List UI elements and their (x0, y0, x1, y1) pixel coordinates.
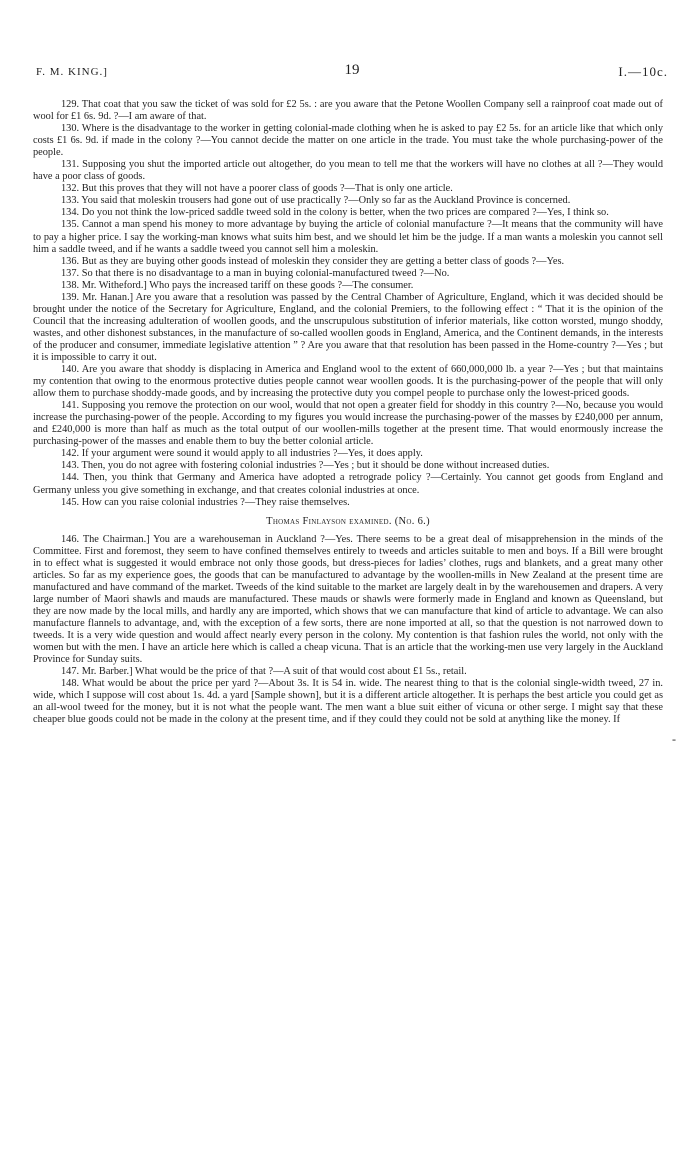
question-paragraph: 133. You said that moleskin trousers had gone out of use practically ?—Only so far as the Auckland Province is concerned. (61, 195, 571, 207)
question-paragraph: 143. Then, you do not agree with fostering colonial industries ?—Yes ; but it should be done without increased duties. (61, 460, 550, 472)
question-paragraph: 132. But this proves that they will not have a poorer class of goods ?—That is only one article. (61, 183, 453, 195)
question-paragraph: 141. Supposing you remove the protection on our wool, would that not open a greater field for shoddy in this country ?—No, because you would increase the purchasing-power of the people. According to my figures you would increase the purchasing-power of the masses by £240,000 per annum, and £240,000 is more than half as much as the total output of our woollen-mills together at the present time. That would enormously increase the purchasing-power of the masses and enable them to buy the better colonial article. (33, 400, 663, 448)
question-paragraph: 146. The Chairman.] You are a warehouseman in Auckland ?—Yes. There seems to be a great deal of misapprehension in the minds of the Committee. First and foremost, they seem to have confined themselves entirely to tweeds and articles suitable to men and boys. If a Bill were brought in to effect what is suggested it would embrace not only those goods, but dress-pieces for ladies’ clothes, rugs and blankets, and a great many other articles. So far as my experience goes, the goods that can be manufactured to advantage by the woollen-mills in New Zealand at the present time are manufactured and have command of the market. Tweeds of the kind suitable to the market are largely dealt in by the warehousemen and drapers. A very large number of Maori shawls and mauds are manufactured. These mauds or shawls were formerly made in England and known as Queensland, but they are now made by the local mills, and hardly any are imported, which shows that we can manufacture that kind of article to advantage. We can also manufacture flannels to advantage, and, with the exception of a few sorts, there are none imported at all, so that the question is not narrowed down to tweeds. It is a very wide question and would affect nearly every person in the colony. My contention is that fashion rules the world, not only with the women but with the men. I have an article here which is called a cheap vicuna. That is an article that the working-men use very largely in the Auckland Province for Sunday suits. (33, 533, 663, 666)
question-paragraph: 142. If your argument were sound it would apply to all industries ?—Yes, it does apply. (61, 448, 423, 460)
document-body (33, 99, 663, 726)
question-paragraph: 140. Are you aware that shoddy is displacing in America and England wool to the extent of 660,000,000 lb. a year ?—Yes ; but that maintains my contention that owing to the enormous protective duties people cannot wear woollen goods. It is the purchasing-power of the people that will only allow them to purchase shoddy-made goods, and by increasing the protective duty you compel people to purchase only the lowest-priced goods. (33, 364, 663, 400)
question-paragraph: 145. How can you raise colonial industries ?—They raise themselves. (61, 496, 350, 508)
question-paragraph: 134. Do you not think the low-priced saddle tweed sold in the colony is better, when the two prices are compared ?—Yes, I think so. (61, 207, 609, 219)
page-number: 19 (344, 62, 360, 78)
header-witness-name: F. M. KING.] (36, 66, 108, 78)
section-heading: Thomas Finlayson examined. (No. 6.) (266, 515, 430, 527)
margin-mark: - (672, 732, 676, 746)
question-paragraph: 129. That coat that you saw the ticket of was sold for £2 5s. : are you aware that the Petone Woollen Company sell a rainproof coat made out of wool for £1 6s. 9d. ?—I am aware of that. (33, 99, 663, 123)
question-paragraph: 131. Supposing you shut the imported article out altogether, do you mean to tell me that the workers will have no clothes at all ?—They would have a poor class of goods. (33, 159, 663, 183)
question-paragraph: 147. Mr. Barber.] What would be the price of that ?—A suit of that would cost about £1 5s., retail. (61, 666, 467, 678)
page-header (36, 62, 668, 82)
question-paragraph: 135. Cannot a man spend his money to more advantage by buying the article of colonial manufacture ?—It means that the community will have to pay a higher price. I say the working-man knows what suits him best, and we should let him be the judge. If a man wants a moleskin you cannot sell him a saddle tweed, and if he wants a saddle tweed you cannot sell him a moleskin. (33, 219, 663, 255)
question-paragraph: 138. Mr. Witheford.] Who pays the increased tariff on these goods ?—The consumer. (61, 279, 414, 291)
question-paragraph: 130. Where is the disadvantage to the worker in getting colonial-made clothing when he is asked to pay £2 5s. for an article like that which only costs £1 6s. 9d. if made in the colony ?—You cannot decide the matter on one article in the trade. You must take the whole purchasing-power of the people. (33, 123, 663, 159)
question-paragraph: 137. So that there is no disadvantage to a man in buying colonial-manufactured tweed ?—No. (61, 267, 450, 279)
question-paragraph: 144. Then, you think that Germany and America have adopted a retrograde policy ?—Certainly. You cannot get goods from England and Germany unless you give something in exchange, and that creates colonial industries at once. (33, 472, 663, 496)
document-reference: I.—10c. (618, 64, 668, 79)
question-paragraph: 136. But as they are buying other goods instead of moleskin they consider they are getting a better class of goods ?—Yes. (61, 255, 565, 267)
question-paragraph: 148. What would be about the price per yard ?—About 3s. It is 54 in. wide. The nearest thing to that is the colonial single-width tweed, 27 in. wide, which I suppose will cost about 1s. 4d. a yard [Sample shown], but it is a different article altogether. It is perhaps the best article you could get as an all-wool tweed for the money, but it is not what the people want. The men want a blue suit either of vicuna or other serge. I might say that these cheaper blue goods could not be made in the colony at the present time, and if they could they could not be sold at anything like the money. If (33, 678, 663, 726)
question-paragraph: 139. Mr. Hanan.] Are you aware that a resolution was passed by the Central Chamber of Agriculture, England, which it was decided should be brought under the notice of the Secretary for Agriculture, England, and the colonial Premiers, to the following effect : “ That it is the opinion of the Council that the increasing adulteration of woollen goods, and the unscrupulous substitution of inferior materials, like cotton worsted, mungo shoddy, wastes, and other dishonest substances, in the manufacture of so-called woollen goods in England, America, and the Continent demands, in the interests of the producer and consumer, immediate legislative attention ” ? Are you aware that that resolution has been passed in the Home-country ?—Yes ; but it is impossible to carry it out. (33, 291, 663, 363)
